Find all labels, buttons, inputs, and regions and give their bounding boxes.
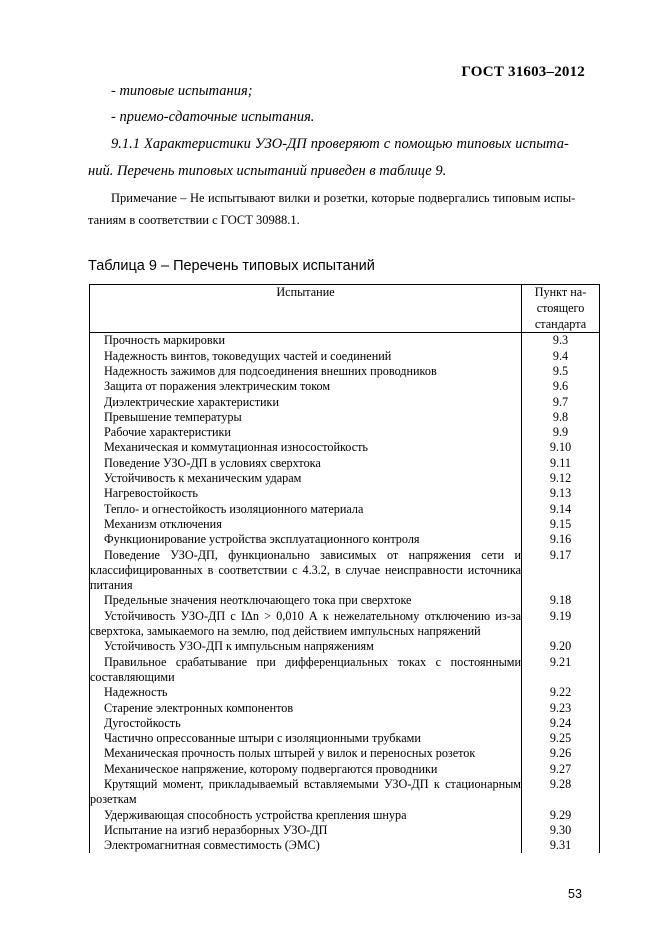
test-name-cell: Превышение температуры — [90, 410, 522, 425]
table-row — [90, 823, 600, 838]
column-header-clause — [522, 285, 600, 333]
clause-cell: 9.15 — [522, 517, 600, 532]
table-row — [90, 502, 600, 517]
table-row — [90, 471, 600, 486]
clause-cell: 9.14 — [522, 502, 600, 517]
clause-cell: 9.30 — [522, 823, 600, 838]
type-tests-table — [89, 284, 600, 853]
clause-cell: 9.28 — [522, 777, 600, 808]
clause-cell: 9.21 — [522, 655, 600, 686]
test-name-cell: Поведение УЗО-ДП, функционально зависимых от напряжения сети и классифицированных в соответствии с 4.3.2, в случае неисправности источника питания — [90, 547, 521, 593]
clause-cell: 9.17 — [522, 548, 600, 594]
test-name-cell: Механическое напряжение, которому подвергаются проводники — [90, 762, 522, 777]
paragraph-9-1-1-line2: ний. Перечень типовых испытаний приведен в таблице 9. — [88, 163, 447, 179]
table-row — [90, 838, 600, 853]
clause-cell: 9.6 — [522, 379, 600, 394]
clause-cell: 9.22 — [522, 685, 600, 700]
clause-cell: 9.10 — [522, 440, 600, 455]
test-name-cell: Устойчивость УЗО-ДП с IΔn > 0,010 А к нежелательному отключению из-за сверхтока, замыкаемого на землю, под действием импульсных напряжений — [90, 608, 521, 639]
bullet-acceptance-tests: - приемо-сдаточные испытания. — [111, 109, 315, 125]
table-row — [90, 548, 600, 594]
test-name-cell: Рабочие характеристики — [90, 425, 522, 440]
test-name-cell: Правильное срабатывание при дифференциальных токах с постоянными составляющими — [90, 654, 521, 684]
test-name-cell: Испытание на изгиб неразборных УЗО-ДП — [90, 823, 522, 838]
table-row — [90, 609, 600, 640]
clause-cell: 9.3 — [522, 333, 600, 349]
test-name-cell: Надежность винтов, токоведущих частей и соединений — [90, 349, 522, 364]
note-line2: таниям в соответствии с ГОСТ 30988.1. — [88, 213, 300, 227]
clause-cell: 9.20 — [522, 639, 600, 654]
test-name-cell: Устойчивость к механическим ударам — [90, 471, 522, 486]
document-code: ГОСТ 31603–2012 — [461, 64, 585, 80]
table-row — [90, 762, 600, 777]
test-name-cell: Механическая прочность полых штырей у вилок и переносных розеток — [90, 746, 522, 761]
table-caption: Таблица 9 – Перечень типовых испытаний — [88, 258, 375, 274]
test-name-cell: Электромагнитная совместимость (ЭМС) — [90, 838, 522, 853]
clause-cell: 9.29 — [522, 808, 600, 823]
table-row — [90, 486, 600, 501]
table-row — [90, 425, 600, 440]
note-line1: Примечание – Не испытывают вилки и розетки, которые подвергались типовым испы- — [111, 191, 576, 205]
table-row — [90, 456, 600, 471]
column-header-test: Испытание — [90, 285, 522, 333]
clause-cell: 9.8 — [522, 410, 600, 425]
table-row — [90, 517, 600, 532]
table-row — [90, 593, 600, 608]
clause-cell: 9.12 — [522, 471, 600, 486]
table-row — [90, 410, 600, 425]
clause-cell: 9.26 — [522, 746, 600, 761]
table-row — [90, 685, 600, 700]
table-row — [90, 440, 600, 455]
table-row — [90, 655, 600, 686]
test-name-cell: Частично опрессованные штыри с изоляционными трубками — [90, 731, 522, 746]
test-name-cell: Механическая и коммутационная износостойкость — [90, 440, 522, 455]
test-name-cell: Прочность маркировки — [90, 333, 522, 349]
clause-cell: 9.27 — [522, 762, 600, 777]
test-name-cell: Крутящий момент, прикладываемый вставляемыми УЗО-ДП к стационарным розеткам — [90, 777, 521, 807]
table-row — [90, 395, 600, 410]
clause-cell: 9.19 — [522, 609, 600, 640]
test-name-cell: Защита от поражения электрическим током — [90, 379, 522, 394]
table-header-row — [90, 285, 600, 333]
clause-cell: 9.7 — [522, 395, 600, 410]
test-name-cell: Удерживающая способность устройства крепления шнура — [90, 808, 522, 823]
test-name-cell: Старение электронных компонентов — [90, 701, 522, 716]
clause-cell: 9.9 — [522, 425, 600, 440]
table-row — [90, 379, 600, 394]
table-row — [90, 349, 600, 364]
table-row — [90, 333, 600, 349]
clause-cell: 9.13 — [522, 486, 600, 501]
bullet-type-tests: - типовые испытания; — [111, 83, 253, 99]
table-body — [90, 333, 600, 854]
page-number: 53 — [568, 887, 582, 901]
clause-cell: 9.4 — [522, 349, 600, 364]
paragraph-9-1-1-line1: 9.1.1 Характеристики УЗО-ДП проверяют с помощью типовых испыта- — [111, 136, 569, 152]
table-row — [90, 716, 600, 731]
table-row — [90, 701, 600, 716]
table-row — [90, 731, 600, 746]
clause-cell: 9.5 — [522, 364, 600, 379]
clause-cell: 9.23 — [522, 701, 600, 716]
test-name-cell: Надежность — [90, 685, 522, 700]
clause-cell: 9.18 — [522, 593, 600, 608]
clause-cell: 9.25 — [522, 731, 600, 746]
clause-cell: 9.11 — [522, 456, 600, 471]
test-name-cell: Тепло- и огнестойкость изоляционного материала — [90, 502, 522, 517]
table-row — [90, 777, 600, 808]
test-name-cell: Диэлектрические характеристики — [90, 395, 522, 410]
table-row — [90, 639, 600, 654]
table-row — [90, 364, 600, 379]
test-name-cell: Поведение УЗО-ДП в условиях сверхтока — [90, 456, 522, 471]
test-name-cell: Нагревостойкость — [90, 486, 522, 501]
test-name-cell: Надежность зажимов для подсоединения внешних проводников — [90, 364, 522, 379]
table-row — [90, 532, 600, 547]
table-row — [90, 746, 600, 761]
clause-cell: 9.16 — [522, 532, 600, 547]
test-name-cell: Функционирование устройства эксплуатационного контроля — [90, 532, 522, 547]
test-name-cell: Механизм отключения — [90, 517, 522, 532]
test-name-cell: Предельные значения неотключающего тока при сверхтоке — [90, 593, 522, 608]
column-header-clause-text: Пункт на-стоящего стандарта — [534, 285, 587, 331]
table-row — [90, 808, 600, 823]
clause-cell: 9.24 — [522, 716, 600, 731]
clause-cell: 9.31 — [522, 838, 600, 853]
test-name-cell: Устойчивость УЗО-ДП к импульсным напряжениям — [90, 639, 522, 654]
test-name-cell: Дугостойкость — [90, 716, 522, 731]
